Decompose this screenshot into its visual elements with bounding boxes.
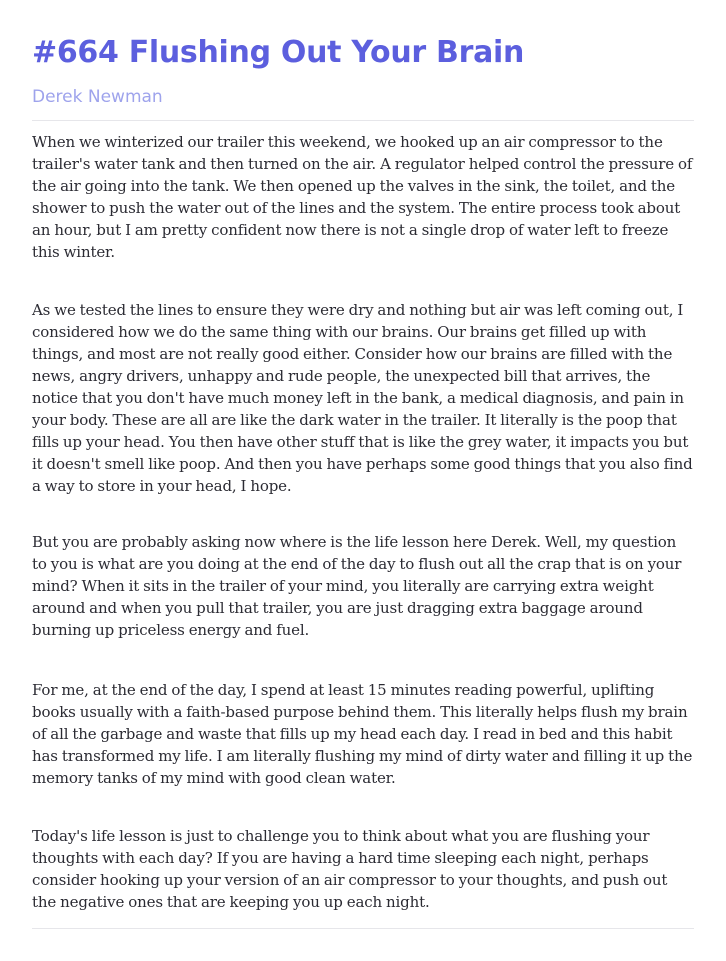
article-paragraph: Today's life lesson is just to challenge you to think about what you are flushing your thoughts with each day? If you are having a hard time sleeping each night, perhaps consider hooking up your version of an air compressor to your thoughts, and push out the negative ones that are keeping you up each night. [32, 827, 668, 911]
article-paragraph: For me, at the end of the day, I spend at least 15 minutes reading powerful, uplifting books usually with a faith-based purpose behind them. This literally helps flush my brain of all the garbage and waste that fills up my head each day. I read in bed and this habit has transformed my life. I am literally flushing my mind of dirty water and filling it up the memory tanks of my mind with good clean water. [32, 681, 693, 787]
article-author: Derek Newman [32, 87, 163, 107]
header-divider [32, 120, 694, 121]
article-title: #664 Flushing Out Your Brain [32, 35, 525, 70]
footer-divider [32, 928, 694, 929]
article-paragraph: But you are probably asking now where is the life lesson here Derek. Well, my question to you is what are you doing at the end of the day to flush out all the crap that is on your mind? When it sits in the trailer of your mind, you literally are carrying extra weight around and when you pull that trailer, you are just dragging extra baggage around burning up priceless energy and fuel. [32, 533, 682, 639]
article-paragraph: When we winterized our trailer this weekend, we hooked up an air compressor to the trailer's water tank and then turned on the air. A regulator helped control the pressure of the air going into the tank. We then opened up the valves in the sink, the toilet, and the shower to push the water out of the lines and the system. The entire process took about an hour, but I am pretty confident now there is not a single drop of water left to freeze this winter. [32, 133, 693, 261]
article-paragraph: As we tested the lines to ensure they were dry and nothing but air was left coming out, I considered how we do the same thing with our brains. Our brains get filled up with things, and most are not really good either. Consider how our brains are filled with the news, angry drivers, unhappy and rude people, the unexpected bill that arrives, the notice that you don't have much money left in the bank, a medical diagnosis, and pain in your body. These are all are like the dark water in the trailer. It literally is the poop that fills up your head. You then have other stuff that is like the grey water, it impacts you but it doesn't smell like poop. And then you have perhaps some good things that you also find a way to store in your head, I hope. [32, 301, 693, 495]
